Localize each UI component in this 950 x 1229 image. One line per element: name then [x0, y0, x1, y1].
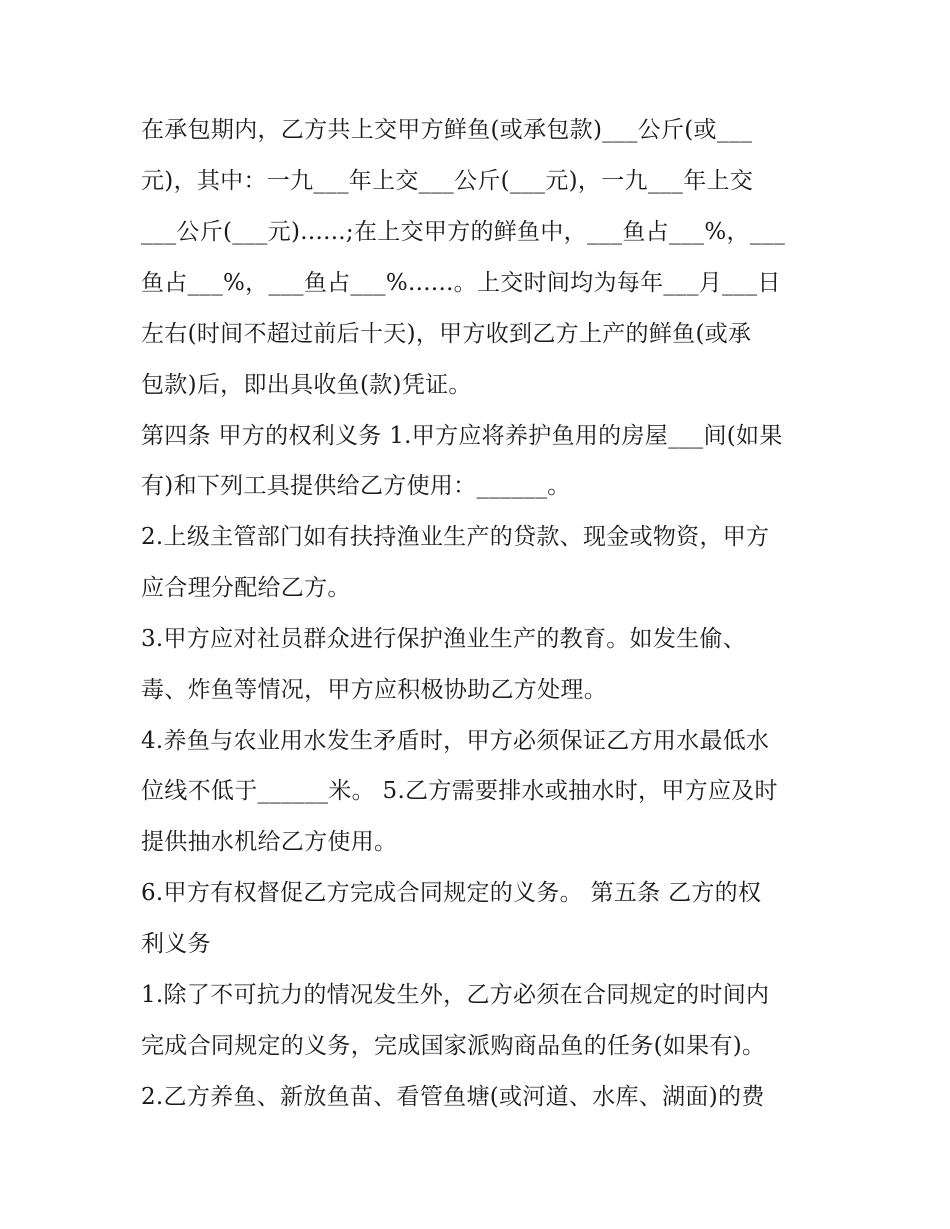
- text-line: 2.上级主管部门如有扶持渔业生产的贷款、现金或物资，甲方: [141, 524, 770, 550]
- text-line: 元)，其中：一九___年上交___公斤(___元)，一九___年上交: [141, 168, 754, 194]
- text-line: 完成合同规定的义务，完成国家派购商品鱼的任务(如果有)。: [141, 1033, 766, 1059]
- text-line: 3.甲方应对社员群众进行保护渔业生产的教育。如发生偷、: [141, 626, 747, 652]
- text-line: 利义务: [141, 931, 211, 957]
- text-line: 应合理分配给乙方。: [141, 575, 351, 601]
- section-heading-line: 6.甲方有权督促乙方完成合同规定的义务。 第五条 乙方的权: [141, 880, 762, 906]
- text-line: 在承包期内，乙方共上交甲方鲜鱼(或承包款)___公斤(或___: [141, 117, 753, 143]
- text-line: 鱼占___%，___鱼占___%......。上交时间均为每年___月___日: [141, 270, 781, 296]
- text-line: 有)和下列工具提供给乙方使用：______。: [141, 473, 571, 499]
- text-line: ___公斤(___元)......;在上交甲方的鲜鱼中，___鱼占___%，___: [141, 219, 786, 245]
- text-line: 包款)后，即出具收鱼(款)凭证。: [141, 372, 472, 398]
- text-line: 提供抽水机给乙方使用。: [141, 829, 398, 855]
- text-line: 左右(时间不超过前后十天)，甲方收到乙方上产的鲜鱼(或承: [141, 321, 752, 347]
- text-line: 毒、炸鱼等情况，甲方应积极协助乙方处理。: [141, 677, 607, 703]
- text-line: 4.养鱼与农业用水发生矛盾时，甲方必须保证乙方用水最低水: [141, 728, 770, 754]
- section-heading-line: 第四条 甲方的权利义务 1.甲方应将养护鱼用的房屋___间(如果: [141, 423, 783, 449]
- text-line: 1.除了不可抗力的情况发生外，乙方必须在合同规定的时间内: [141, 982, 770, 1008]
- text-line: 位线不低于______米。 5.乙方需要排水或抽水时，甲方应及时: [141, 778, 778, 804]
- text-line: 2.乙方养鱼、新放鱼苗、看管鱼塘(或河道、水库、湖面)的费: [141, 1084, 765, 1110]
